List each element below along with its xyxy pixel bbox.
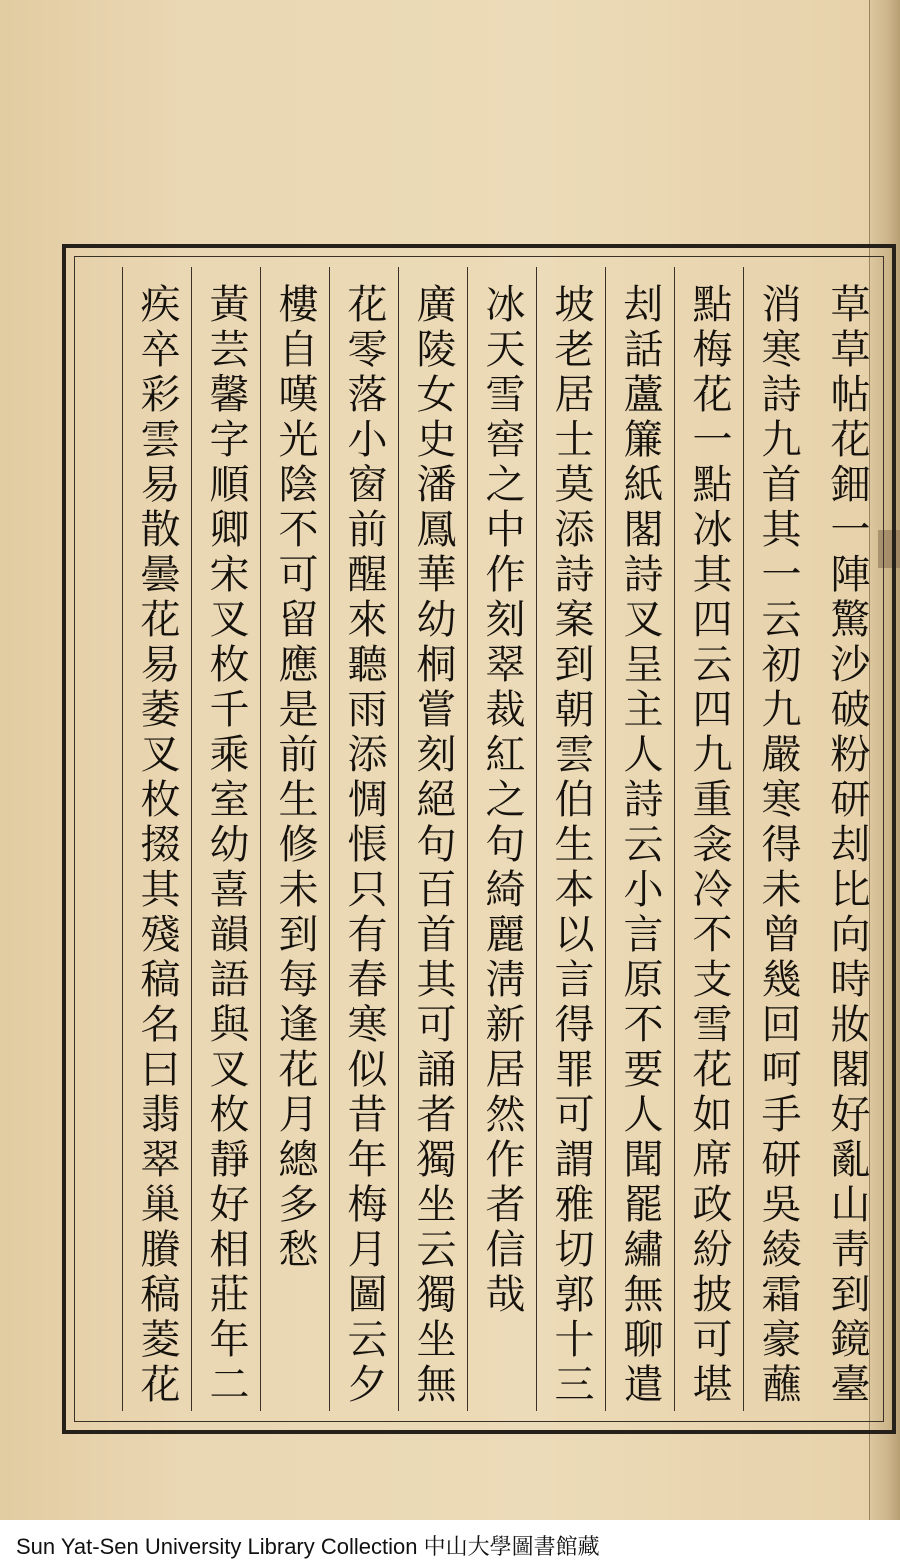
column-text: 花零落小窗前醒來聽雨添惆悵只有春寒似昔年梅月圖云夕 — [341, 283, 387, 1408]
column-text: 草草帖花鈿一陣驚沙破粉研刦比向時妝閣好亂山靑到鏡臺 — [824, 283, 870, 1408]
text-column-4 — [605, 267, 674, 1411]
collection-footer — [0, 1520, 900, 1566]
text-frame-inner — [74, 256, 884, 1422]
text-column-11 — [122, 267, 191, 1411]
column-text: 點梅花一點冰其四云四九重衾冷不支雪花如席政紛披可堪 — [686, 283, 732, 1408]
column-text: 廣陵女史潘鳳華幼桐嘗刻絕句百首其可誦者獨坐云獨坐無 — [410, 283, 456, 1408]
text-column-3 — [674, 267, 743, 1411]
text-frame — [62, 244, 896, 1434]
column-text: 冰天雪窖之中作刻翠裁紅之句綺麗淸新居然作者信哉 — [479, 283, 525, 1318]
column-text: 刦話蘆簾紙閣詩叉呈主人詩云小言原不要人聞罷繡無聊遣 — [617, 283, 663, 1408]
text-column-7 — [398, 267, 467, 1411]
text-column-10 — [191, 267, 260, 1411]
column-text: 樓自嘆光陰不可留應是前生修未到每逢花月總多愁 — [272, 283, 318, 1273]
column-text: 黃芸馨字順卿宋叉枚千乘室幼喜韻語與叉枚靜好相莊年二 — [203, 283, 249, 1408]
text-column-6 — [467, 267, 536, 1411]
collection-credit: Sun Yat-Sen University Library Collection 中山大學圖書館藏 — [16, 1534, 600, 1559]
text-column-2 — [743, 267, 812, 1411]
column-text: 疾卒彩雲易散曇花易萎叉枚掇其殘稿名曰翡翠巢賸稿菱花 — [134, 283, 180, 1408]
text-column-9 — [260, 267, 329, 1411]
text-column-1 — [812, 267, 881, 1411]
text-column-8 — [329, 267, 398, 1411]
column-text: 坡老居士莫添詩案到朝雲伯生本以言得罪可謂雅切郭十三 — [548, 283, 594, 1408]
column-text: 消寒詩九首其一云初九嚴寒得未曾幾回呵手研吳綾霜豪蘸 — [755, 283, 801, 1408]
text-column-5 — [536, 267, 605, 1411]
